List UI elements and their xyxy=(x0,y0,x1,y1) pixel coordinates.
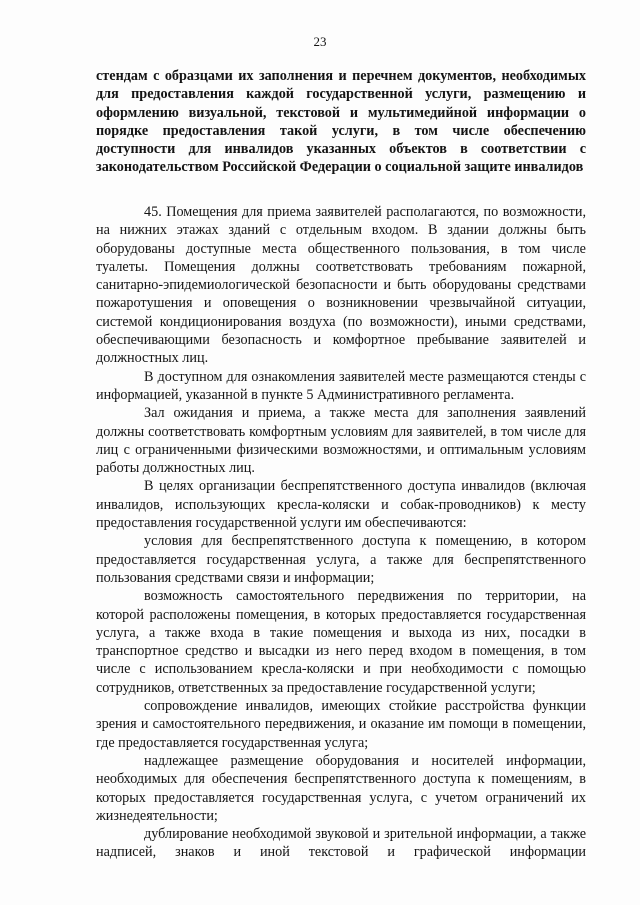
section-heading: стендам с образцами их заполнения и перечнем документов, необходимых для предоставления каждой государственной услуги, размещению и оформлению визуальной, текстовой и мультимедийной информации о порядке предоставления такой услуги, в том числе обеспечению доступности для инвалидов указанных объектов в соответствии с законодательством Российской Федерации о социальной защите инвалидов xyxy=(96,68,586,176)
paragraph-info-stands: В доступном для ознакомления заявителей месте размещаются стенды с информацией, указанной в пункте 5 Административного регламента. xyxy=(96,368,586,403)
paragraph-equipment-placement: надлежащее размещение оборудования и носителей информации, необходимых для обеспечения беспрепятственного доступа к помещениям, в которых предоставляется государственная услуга, с учетом ограничений их жизнедеятельности; xyxy=(96,752,586,824)
paragraph-duplication: дублирование необходимой звуковой и зрительной информации, а также надписей, знаков и иной текстовой и графической информации xyxy=(96,826,586,861)
paragraph-45: 45. Помещения для приема заявителей располагаются, по возможности, на нижних этажах зданий с отдельным входом. В здании должны быть оборудованы доступные места общественного пользования, в том числе туалеты. Помещения должны соответствовать требованиям пожарной, санитарно-эпидемиологической безопасности и быть оборудованы средствами пожаротушения и оповещения о возникновении чрезвычайной ситуации, системой кондиционирования воздуха (по возможности), иными средствами, обеспечивающими безопасность и комфортное пребывание заявителей и должностных лиц. xyxy=(96,204,586,367)
paragraph-waiting-hall: Зал ожидания и приема, а также места для заполнения заявлений должны соответствовать комфортным условиям для заявителей, в том числе для лиц с ограниченными физическими возможностями, и оптимальным условиям работы должностных лиц. xyxy=(96,405,586,477)
paragraph-escort: сопровождение инвалидов, имеющих стойкие расстройства функции зрения и самостоятельного передвижения, и оказание им помощи в помещении, где предоставляется государственная услуга; xyxy=(96,698,586,751)
page-number: 23 xyxy=(313,34,327,49)
paragraph-independent-movement: возможность самостоятельного передвижения по территории, на которой расположены помещения, в которых предоставляется государственная услуга, а также входа в такие помещения и выхода из них, посадки в транспортное средство и высадки из него перед входом в помещения, в том числе с использованием кресла-коляски и при необходимости с помощью сотрудников, ответственных за предоставление государственной услуги; xyxy=(96,588,586,696)
paragraph-continues xyxy=(96,825,586,861)
paragraph-access-conditions: условия для беспрепятственного доступа к помещению, в котором предоставляется государственная услуга, а также для беспрепятственного пользования средствами связи и информации; xyxy=(96,533,586,586)
document-body xyxy=(96,203,586,861)
paragraph-accessibility-intro: В целях организации беспрепятственного доступа инвалидов (включая инвалидов, использующих кресла-коляски и собак-проводников) к месту предоставления государственной услуги им обеспечиваются: xyxy=(96,478,586,532)
